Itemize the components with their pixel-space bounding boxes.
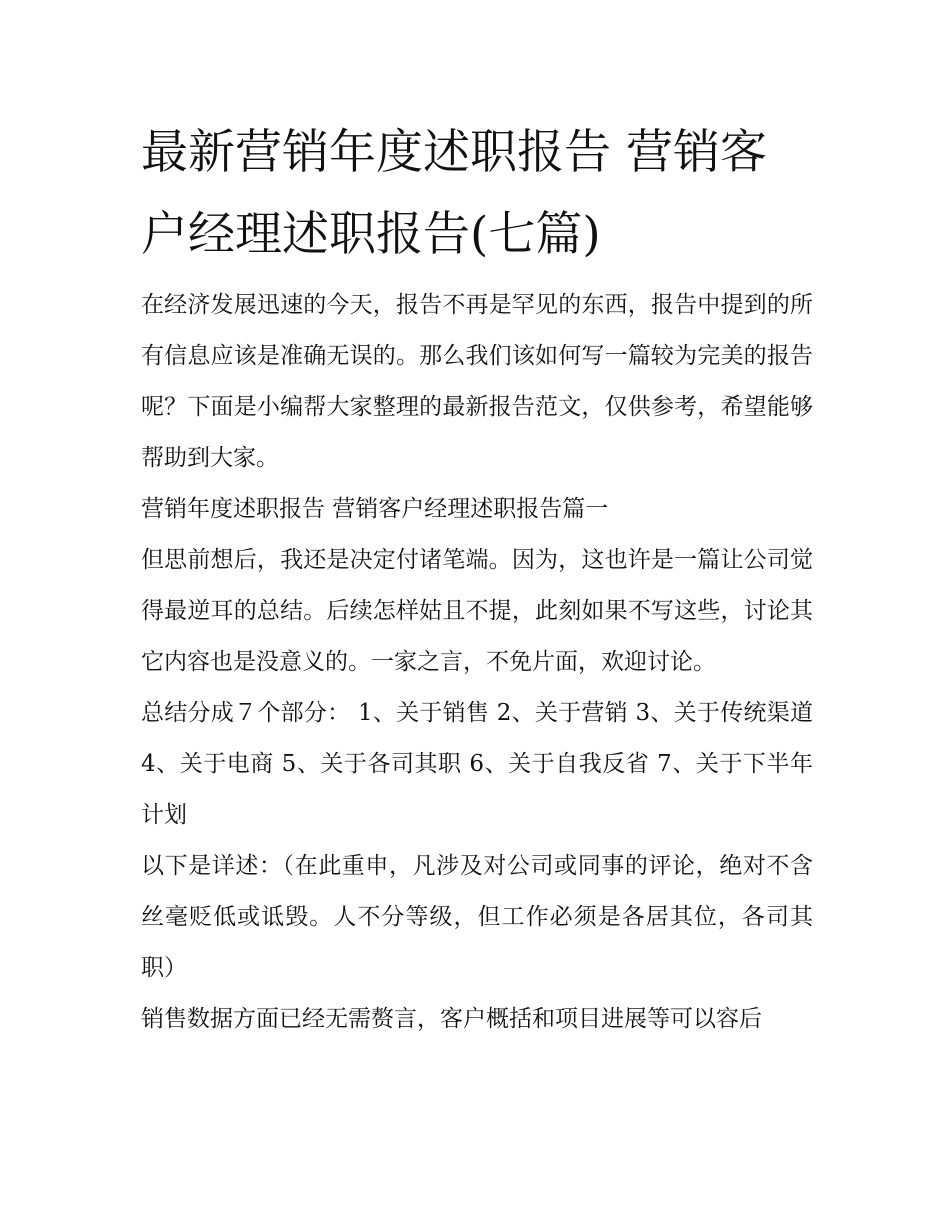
document-title: 最新营销年度述职报告 营销客户经理述职报告(七篇): [141, 125, 767, 262]
intro-paragraph: 在经济发展迅速的今天，报告不再是罕见的东西，报告中提到的所有信息应该是准确无误的。那么我们该如何写一篇较为完美的报告呢？下面是小编帮大家整理的最新报告范文，仅供参考，希望能够帮助到大家。: [141, 292, 813, 471]
body-paragraph: 但思前想后，我还是决定付诸笔端。因为，这也许是一篇让公司觉得最逆耳的总结。后续怎样姑且不提，此刻如果不写这些，讨论其它内容也是没意义的。一家之言，不免片面，欢迎讨论。: [141, 547, 813, 675]
details-paragraph: 以下是详述：（在此重申，凡涉及对公司或同事的评论，绝对不含丝毫贬低或诋毁。人不分等级，但工作必须是各居其位，各司其职）: [141, 853, 813, 981]
section-heading: 营销年度述职报告 营销客户经理述职报告篇一: [141, 496, 609, 522]
summary-parts-paragraph: 总结分成７个部分： 1、关于销售 2、关于营销 3、关于传统渠道 4、关于电商 5、关于各司其职 6、关于自我反省 7、关于下半年计划: [141, 700, 813, 828]
sales-data-paragraph: 销售数据方面已经无需赘言，客户概括和项目进展等可以容后: [141, 1006, 762, 1032]
document-page: [141, 112, 813, 1045]
